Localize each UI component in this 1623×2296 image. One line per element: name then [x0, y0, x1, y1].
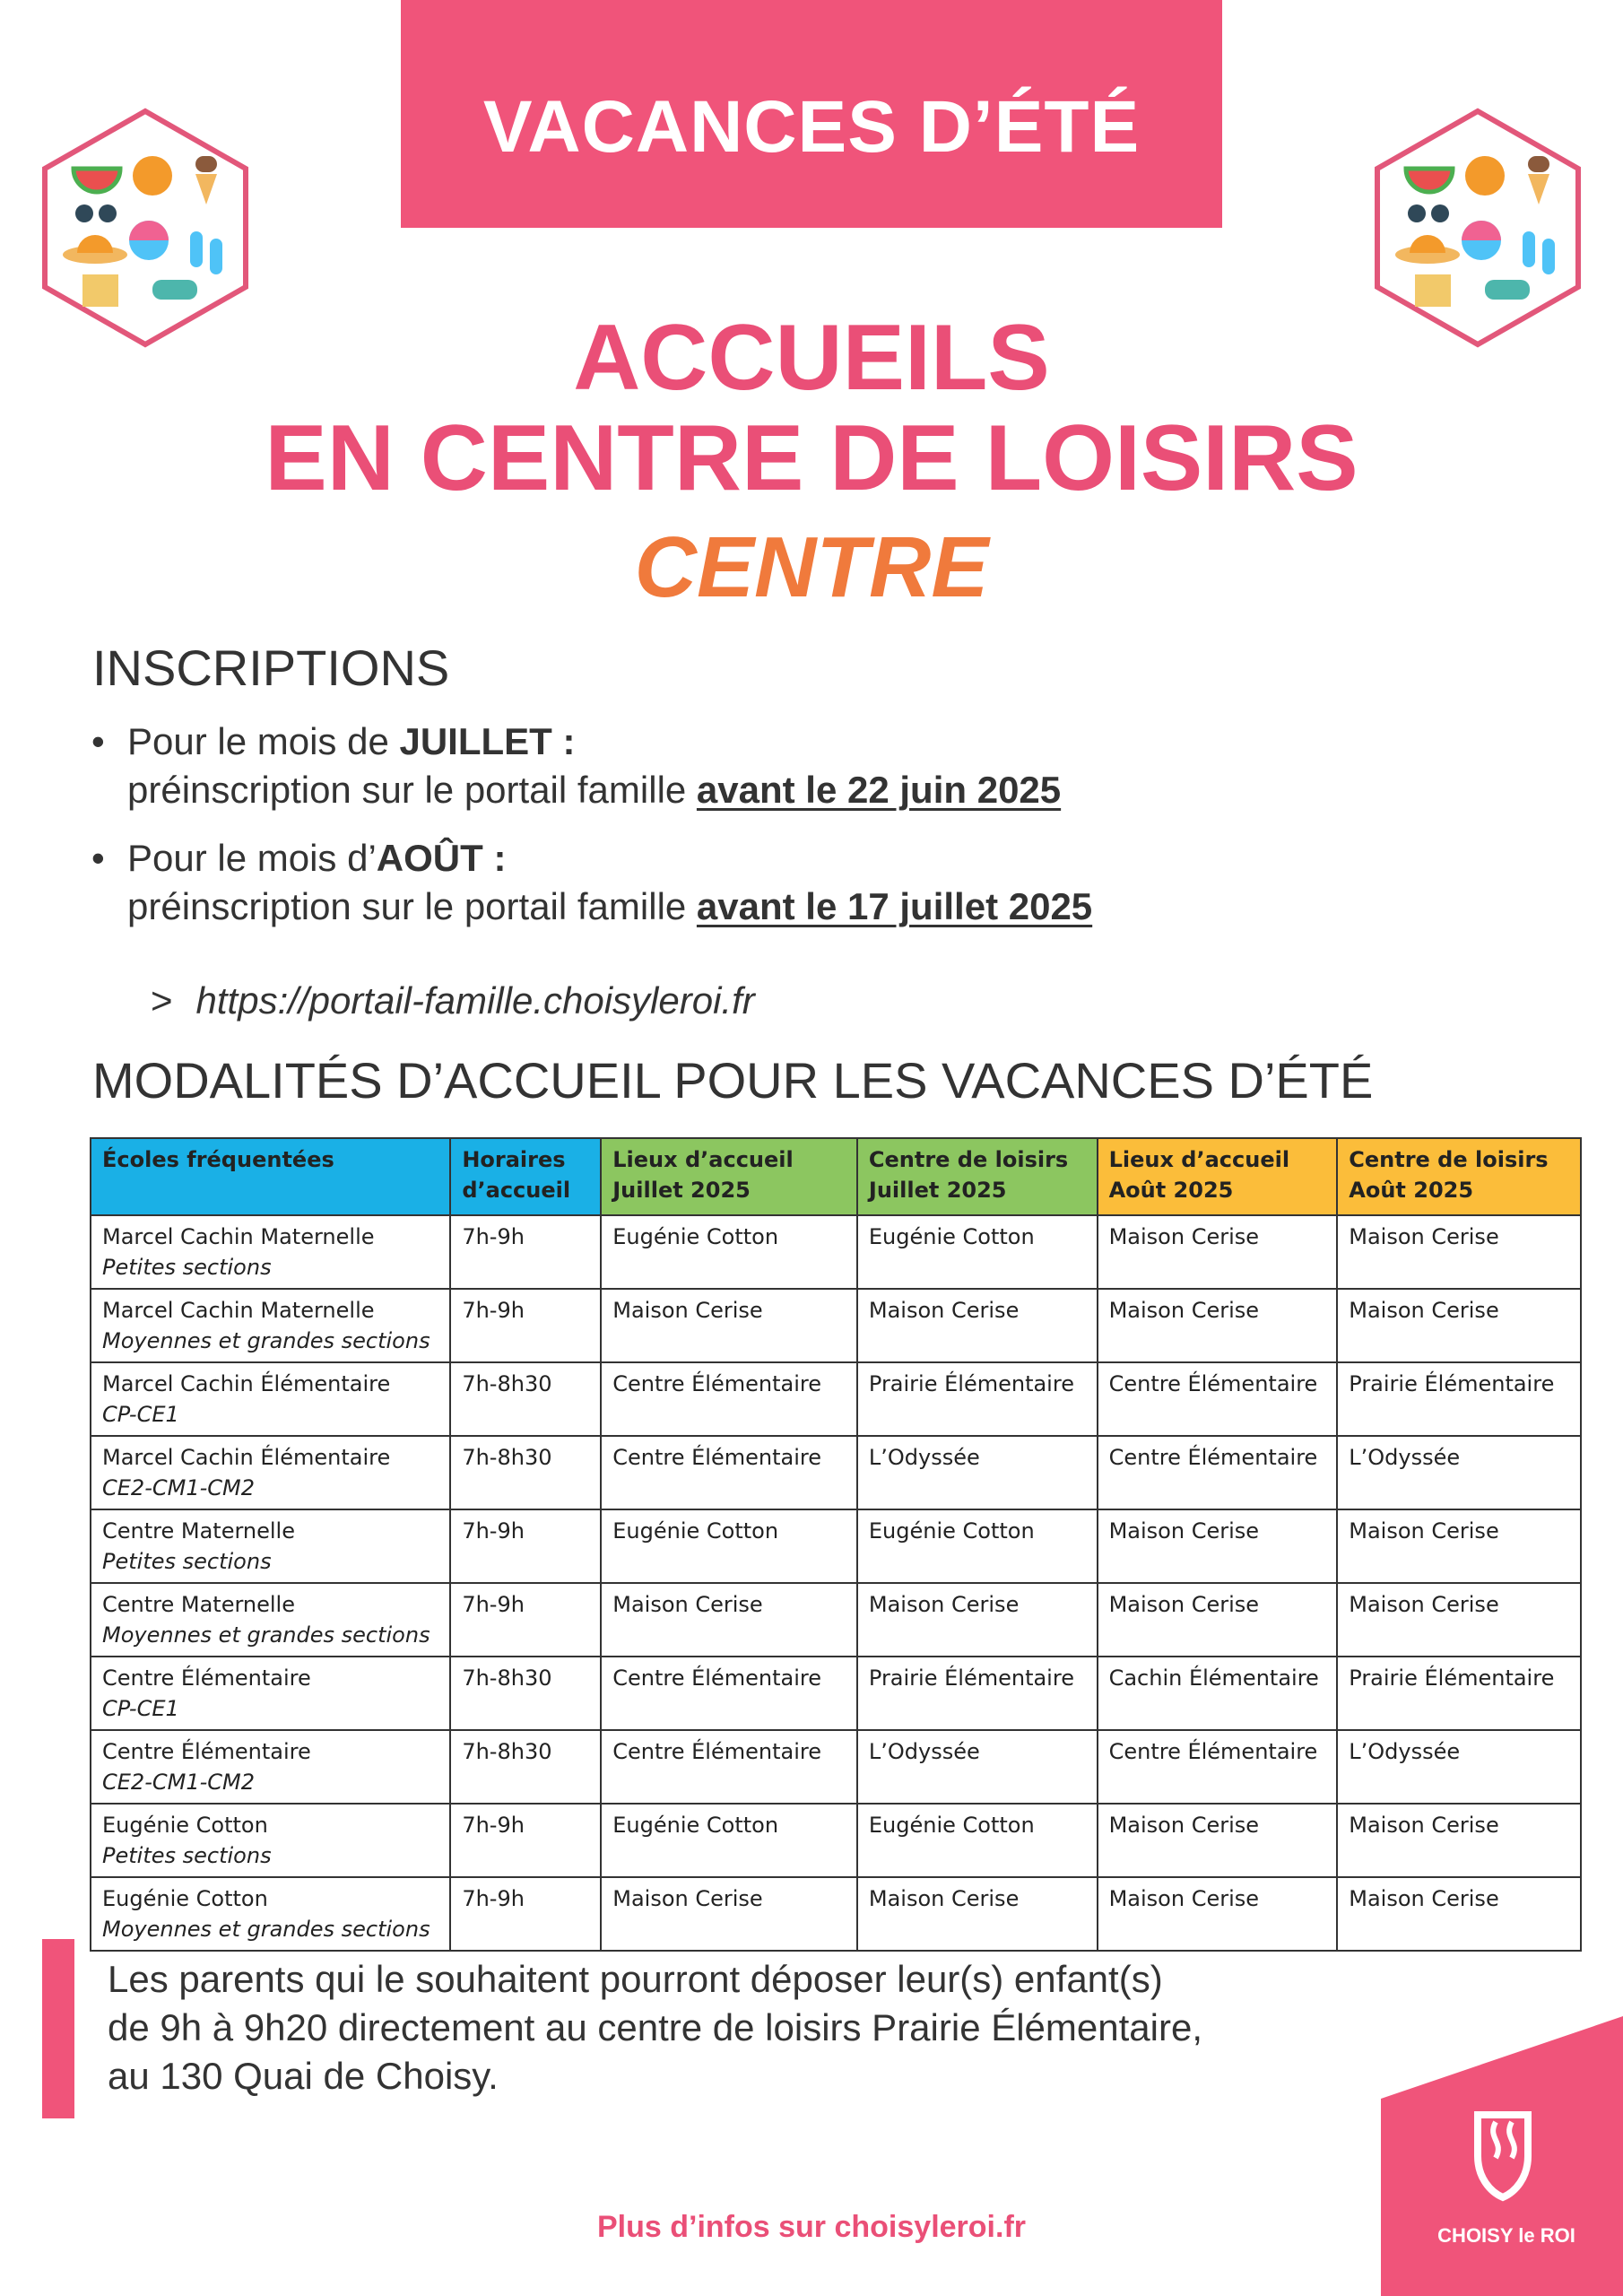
- table-cell: Centre Élémentaire: [601, 1730, 857, 1804]
- table-cell: Maison Cerise: [1337, 1289, 1581, 1362]
- table-cell: Prairie Élémentaire: [857, 1362, 1098, 1436]
- table-cell: 7h-9h: [450, 1804, 601, 1877]
- table-cell: 7h-9h: [450, 1289, 601, 1362]
- table-cell-school: Marcel Cachin Élémentaire CE2-CM1-CM2: [91, 1436, 450, 1509]
- table-row: [91, 1730, 1581, 1804]
- table-cell: Prairie Élémentaire: [1337, 1362, 1581, 1436]
- table-cell: Maison Cerise: [1098, 1509, 1338, 1583]
- table-cell: Centre Élémentaire: [1098, 1730, 1338, 1804]
- table-cell: L’Odyssée: [1337, 1730, 1581, 1804]
- table-row: [91, 1362, 1581, 1436]
- banner-title: VACANCES D’ÉTÉ: [482, 86, 1141, 168]
- table-cell: 7h-9h: [450, 1509, 601, 1583]
- table-row: [91, 1436, 1581, 1509]
- table-cell: 7h-9h: [450, 1877, 601, 1951]
- bullet-dot: •: [91, 720, 105, 762]
- table-cell: Eugénie Cotton: [857, 1215, 1098, 1289]
- table-cell: 7h-8h30: [450, 1436, 601, 1509]
- choisy-le-roi-logo-icon: [1381, 2016, 1623, 2296]
- table-cell: Maison Cerise: [857, 1583, 1098, 1657]
- table-cell: Maison Cerise: [1098, 1877, 1338, 1951]
- table-cell-school: Centre Maternelle Moyennes et grandes sections: [91, 1583, 450, 1657]
- table-row: [91, 1657, 1581, 1730]
- table-cell: Centre Élémentaire: [601, 1657, 857, 1730]
- ice-cream-icon: [195, 156, 217, 172]
- goggles-icon: [1485, 280, 1530, 300]
- column-header: Lieux d’accueil Juillet 2025: [601, 1138, 857, 1215]
- table-cell: Maison Cerise: [1337, 1877, 1581, 1951]
- inscriptions-heading: INSCRIPTIONS: [92, 639, 450, 696]
- table-row: [91, 1215, 1581, 1289]
- table-cell: Maison Cerise: [1098, 1215, 1338, 1289]
- table-cell: 7h-8h30: [450, 1362, 601, 1436]
- sandcastle-icon: [1415, 274, 1451, 307]
- column-header: Lieux d’accueil Août 2025: [1098, 1138, 1338, 1215]
- deadline-july: avant le 22 juin 2025: [696, 769, 1062, 811]
- table-cell: Maison Cerise: [601, 1877, 857, 1951]
- table-cell: Maison Cerise: [1098, 1804, 1338, 1877]
- deadline-august: avant le 17 juillet 2025: [696, 885, 1093, 927]
- table-cell: 7h-9h: [450, 1583, 601, 1657]
- table-cell: Eugénie Cotton: [601, 1509, 857, 1583]
- goggles-icon: [152, 280, 197, 300]
- table-cell: Prairie Élémentaire: [857, 1657, 1098, 1730]
- table-row: [91, 1509, 1581, 1583]
- table-cell: Maison Cerise: [1337, 1804, 1581, 1877]
- table-cell: Centre Élémentaire: [601, 1362, 857, 1436]
- table-cell: Eugénie Cotton: [601, 1804, 857, 1877]
- table-cell: Maison Cerise: [1337, 1509, 1581, 1583]
- table-cell-school: Centre Élémentaire CP-CE1: [91, 1657, 450, 1730]
- parents-note: Les parents qui le souhaitent pourront déposer leur(s) enfant(s) de 9h à 9h20 directement au centre de loisirs Prairie Élémentaire, au 130 Quai de Choisy.: [108, 1958, 1202, 2097]
- column-header: Centre de loisirs Août 2025: [1337, 1138, 1581, 1215]
- table-cell: Cachin Élémentaire: [1098, 1657, 1338, 1730]
- table-cell: Eugénie Cotton: [857, 1804, 1098, 1877]
- table-cell-school: Centre Élémentaire CE2-CM1-CM2: [91, 1730, 450, 1804]
- table-cell-school: Centre Maternelle Petites sections: [91, 1509, 450, 1583]
- table-cell-school: Eugénie Cotton Petites sections: [91, 1804, 450, 1877]
- sandcastle-icon: [82, 274, 118, 307]
- portal-link[interactable]: https://portail-famille.choisyleroi.fr: [195, 979, 755, 1022]
- modalites-table: [90, 1137, 1582, 1952]
- table-cell-school: Marcel Cachin Maternelle Moyennes et grandes sections: [91, 1289, 450, 1362]
- table-row: [91, 1289, 1581, 1362]
- table-cell: 7h-8h30: [450, 1730, 601, 1804]
- column-header: Écoles fréquentées: [91, 1138, 450, 1215]
- table-cell: 7h-8h30: [450, 1657, 601, 1730]
- table-body: [91, 1215, 1581, 1951]
- table-cell: L’Odyssée: [857, 1730, 1098, 1804]
- portal-link-row: [151, 979, 755, 1022]
- table-cell: Eugénie Cotton: [857, 1509, 1098, 1583]
- sun-icon: [1465, 156, 1505, 196]
- table-header-row: [91, 1138, 1581, 1215]
- page-title-line-2: EN CENTRE DE LOISIRS: [265, 406, 1358, 510]
- table-cell: L’Odyssée: [1337, 1436, 1581, 1509]
- footer-link[interactable]: Plus d’infos sur choisyleroi.fr: [597, 2210, 1026, 2244]
- table-row: [91, 1804, 1581, 1877]
- table-cell: Maison Cerise: [601, 1289, 857, 1362]
- sunglasses-icon: [75, 204, 93, 222]
- table-cell: Centre Élémentaire: [601, 1436, 857, 1509]
- sunglasses-icon: [1408, 204, 1426, 222]
- modalites-heading: MODALITÉS D’ACCUEIL POUR LES VACANCES D’ÉTÉ: [92, 1052, 1374, 1109]
- ice-cream-icon: [1528, 156, 1549, 172]
- table-cell: Maison Cerise: [601, 1583, 857, 1657]
- table-cell: Maison Cerise: [857, 1877, 1098, 1951]
- table-cell: Eugénie Cotton: [601, 1215, 857, 1289]
- note-accent-bar: [42, 1939, 74, 2118]
- table-row: [91, 1877, 1581, 1951]
- table-cell: L’Odyssée: [857, 1436, 1098, 1509]
- page-title-line-1: ACCUEILS: [573, 306, 1050, 410]
- page-subtitle: CENTRE: [634, 519, 989, 615]
- table-cell: Maison Cerise: [1098, 1289, 1338, 1362]
- table-cell-school: Marcel Cachin Élémentaire CP-CE1: [91, 1362, 450, 1436]
- table-cell-school: Eugénie Cotton Moyennes et grandes sections: [91, 1877, 450, 1951]
- top-banner: [401, 0, 1222, 228]
- sun-icon: [133, 156, 172, 196]
- logo-text: CHOISY le ROI: [1437, 2224, 1575, 2247]
- column-header: Centre de loisirs Juillet 2025: [857, 1138, 1098, 1215]
- table-cell: 7h-9h: [450, 1215, 601, 1289]
- table-cell-school: Marcel Cachin Maternelle Petites sections: [91, 1215, 450, 1289]
- table-row: [91, 1583, 1581, 1657]
- table-cell: Maison Cerise: [1098, 1583, 1338, 1657]
- table-cell: Maison Cerise: [857, 1289, 1098, 1362]
- table-cell: Centre Élémentaire: [1098, 1436, 1338, 1509]
- arrow-icon: >: [151, 979, 173, 1022]
- table-cell: Prairie Élémentaire: [1337, 1657, 1581, 1730]
- table-cell: Maison Cerise: [1337, 1583, 1581, 1657]
- bullet-dot: •: [91, 837, 105, 879]
- table-cell: Maison Cerise: [1337, 1215, 1581, 1289]
- column-header: Horaires d’accueil: [450, 1138, 601, 1215]
- table-cell: Centre Élémentaire: [1098, 1362, 1338, 1436]
